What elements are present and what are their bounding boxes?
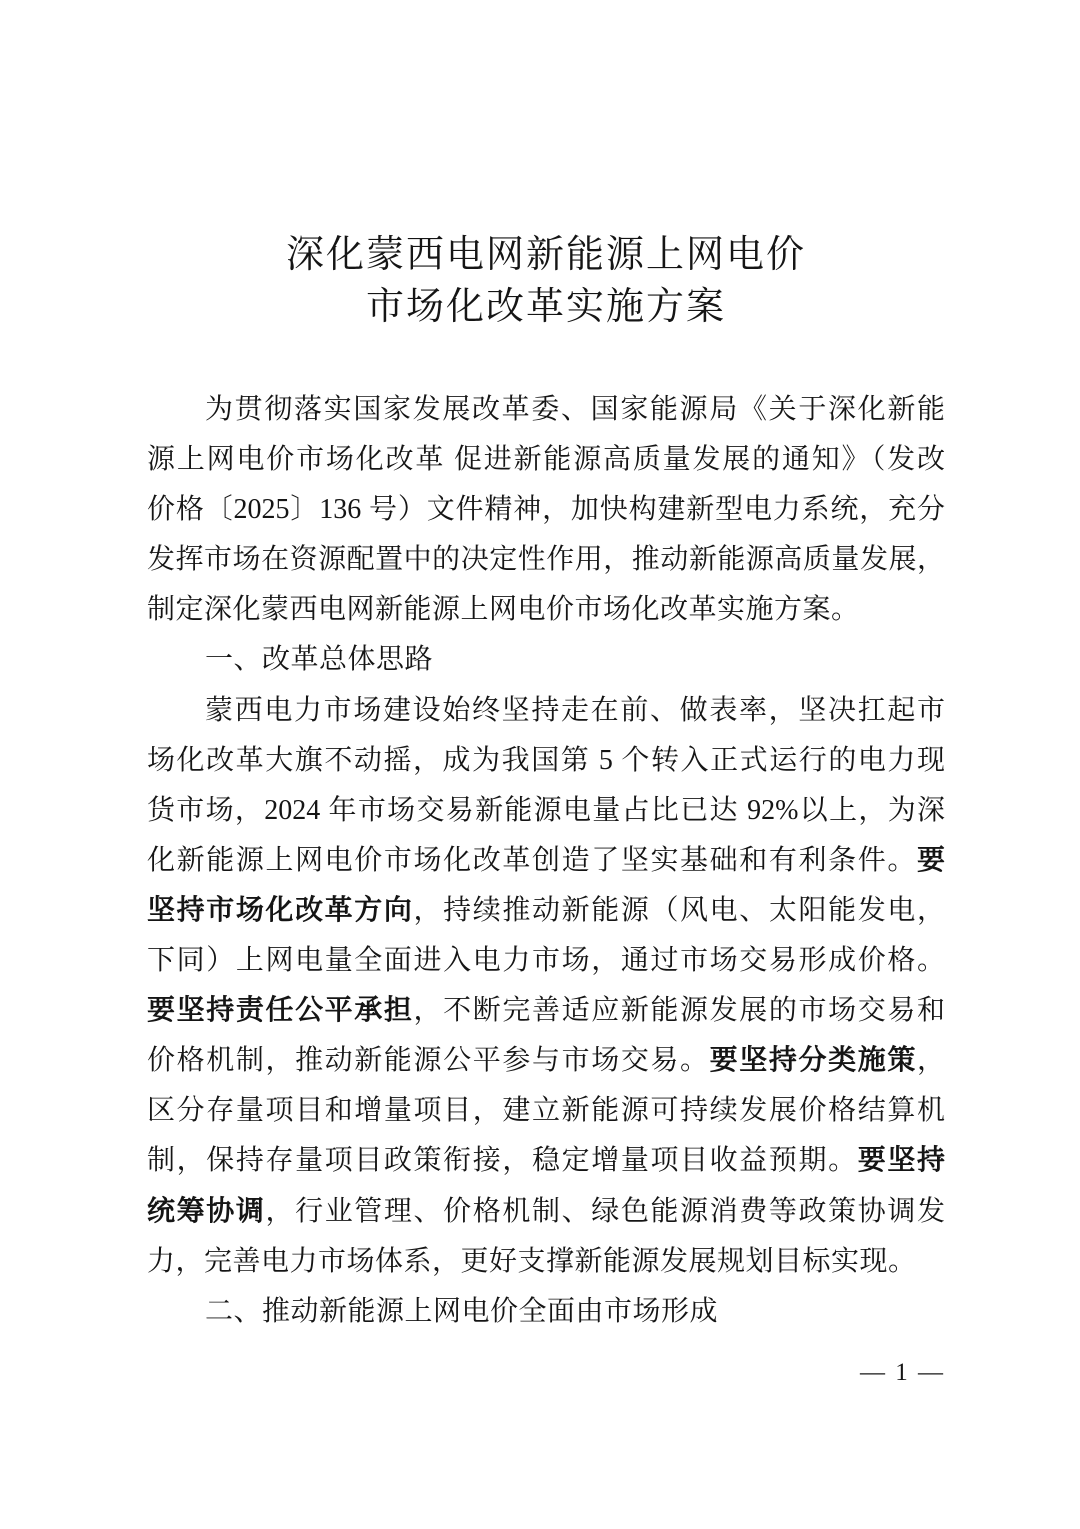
- body-text: 场化改革大旗不动摇，成为我国第 5 个转入正式运行的电力现: [147, 744, 945, 776]
- paragraph-line: [147, 1036, 945, 1086]
- emphasis-text: 要坚持分类施策: [709, 1045, 917, 1077]
- emphasis-text: 要坚持: [857, 1145, 945, 1177]
- title-line: 深化蒙西电网新能源上网电价: [285, 234, 806, 276]
- paragraph-line: [147, 886, 945, 936]
- emphasis-text: 要坚持责任公平承担: [147, 995, 414, 1027]
- section-1-paragraph: [147, 686, 945, 1287]
- body-text: 蒙西电力市场建设始终坚持走在前、做表率，坚决扛起市: [205, 694, 945, 726]
- paragraph-line: 制定深化蒙西电网新能源上网电价市场化改革实施方案。: [147, 594, 860, 626]
- document-body: [147, 385, 945, 1337]
- paragraph-line: [147, 1086, 945, 1136]
- paragraph-line: 发挥市场在资源配置中的决定性作用，推动新能源高质量发展，: [147, 544, 945, 576]
- paragraph-line: [147, 1136, 945, 1186]
- body-text: 下同）上网电量全面进入电力市场，通过市场交易形成价格。: [147, 945, 945, 977]
- intro-paragraph: [147, 385, 945, 635]
- paragraph-line: 价格〔2025〕136 号）文件精神，加快构建新型电力系统，充分: [147, 494, 945, 526]
- paragraph-line: [147, 1237, 945, 1287]
- paragraph-line: [147, 786, 945, 836]
- paragraph-line: [147, 1187, 945, 1237]
- body-text: 力，完善电力市场体系，更好支撑新能源发展规划目标实现。: [147, 1245, 917, 1277]
- emphasis-text: 要: [916, 844, 945, 876]
- paragraph-line: [147, 736, 945, 786]
- paragraph-line: 源上网电价市场化改革 促进新能源高质量发展的通知》（发改: [147, 444, 945, 476]
- document-title: [147, 229, 945, 333]
- body-text: ，持续推动新能源（风电、太阳能发电，: [413, 894, 945, 926]
- emphasis-text: 统筹协调: [147, 1195, 266, 1227]
- body-text: 货市场，2024 年市场交易新能源电量占比已达 92%以上，为深: [147, 794, 945, 826]
- body-text: 制，保持存量项目政策衔接，稳定增量项目收益预期。: [147, 1145, 858, 1177]
- emphasis-text: 坚持市场化改革方向: [147, 894, 414, 926]
- page-number: — 1 —: [860, 1359, 945, 1386]
- section-heading: 一、改革总体思路: [205, 644, 434, 676]
- paragraph-line: [147, 986, 945, 1036]
- paragraph-line: [147, 836, 945, 886]
- body-text: ，不断完善适应新能源发展的市场交易和: [413, 995, 945, 1027]
- body-text: 价格机制，推动新能源公平参与市场交易。: [147, 1045, 710, 1077]
- body-text: ，行业管理、价格机制、绿色能源消费等政策协调发: [265, 1195, 945, 1227]
- paragraph-line: 为贯彻落实国家发展改革委、国家能源局《关于深化新能: [205, 394, 945, 425]
- body-text: ，: [916, 1045, 945, 1077]
- paragraph-line: [147, 686, 945, 736]
- title-line: 市场化改革实施方案: [365, 286, 726, 328]
- body-text: 化新能源上网电价市场化改革创造了坚实基础和有利条件。: [147, 844, 917, 876]
- section-heading: 二、推动新能源上网电价全面由市场形成: [205, 1295, 719, 1327]
- paragraph-line: [147, 936, 945, 986]
- body-text: 区分存量项目和增量项目，建立新能源可持续发展价格结算机: [147, 1095, 945, 1127]
